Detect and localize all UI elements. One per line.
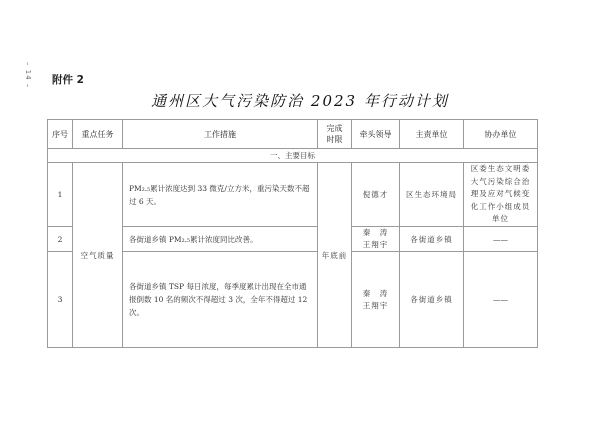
header-task: 重点任务	[73, 120, 123, 149]
document-title: 通州区大气污染防治 2023 年行动计划	[151, 92, 449, 110]
row-assist: ——	[464, 227, 538, 252]
header-assist: 协办单位	[464, 120, 538, 149]
page-number: – 14 –	[24, 62, 32, 89]
row-responsible: 各街道乡镇	[400, 227, 464, 252]
leader-name: 王翔宇	[362, 240, 389, 249]
header-deadline-line2: 时限	[326, 135, 343, 144]
row-no: 3	[48, 252, 73, 348]
row-measure: PM₂.₅累计浓度达到 33 微克/立方米，重污染天数不超过 6 天。	[123, 163, 318, 227]
leader-name: 秦 涛	[362, 228, 389, 237]
row-no: 2	[48, 227, 73, 252]
header-no: 序号	[48, 120, 73, 149]
header-leader: 牵头领导	[352, 120, 400, 149]
row-assist: 区委生态文明委大气污染综合治理及应对气候变化工作小组成员单位	[464, 163, 538, 227]
row-responsible: 区生态环境局	[400, 163, 464, 227]
leader-name: 倪德才	[362, 189, 389, 199]
header-responsible: 主责单位	[400, 120, 464, 149]
row-responsible: 各街道乡镇	[400, 252, 464, 348]
row-leader	[352, 252, 400, 348]
header-deadline-line1: 完成	[326, 124, 343, 133]
header-measure: 工作措施	[123, 120, 318, 149]
table-row	[48, 163, 538, 227]
table-header-row	[48, 120, 538, 149]
row-leader	[352, 227, 400, 252]
row-leader	[352, 163, 400, 227]
deadline: 年底前	[318, 163, 352, 348]
row-measure: 各街道乡镇 PM₂.₅累计浓度同比改善。	[123, 227, 318, 252]
attachment-label: 附件 2	[52, 74, 84, 86]
header-deadline	[318, 120, 352, 149]
leader-name: 王翔宇	[362, 300, 389, 310]
row-assist: ——	[464, 252, 538, 348]
leader-name: 秦 涛	[362, 288, 389, 298]
row-measure: 各街道乡镇 TSP 每日浓度，每季度累计出现在全市通报倒数 10 名的频次不得超过 3 次，全年不得超过 12 次。	[123, 252, 318, 348]
task-group: 空气质量	[73, 163, 123, 348]
row-no: 1	[48, 163, 73, 227]
action-plan-table	[47, 119, 538, 348]
section-title: 一、主要目标	[48, 149, 538, 163]
section-row	[48, 149, 538, 163]
